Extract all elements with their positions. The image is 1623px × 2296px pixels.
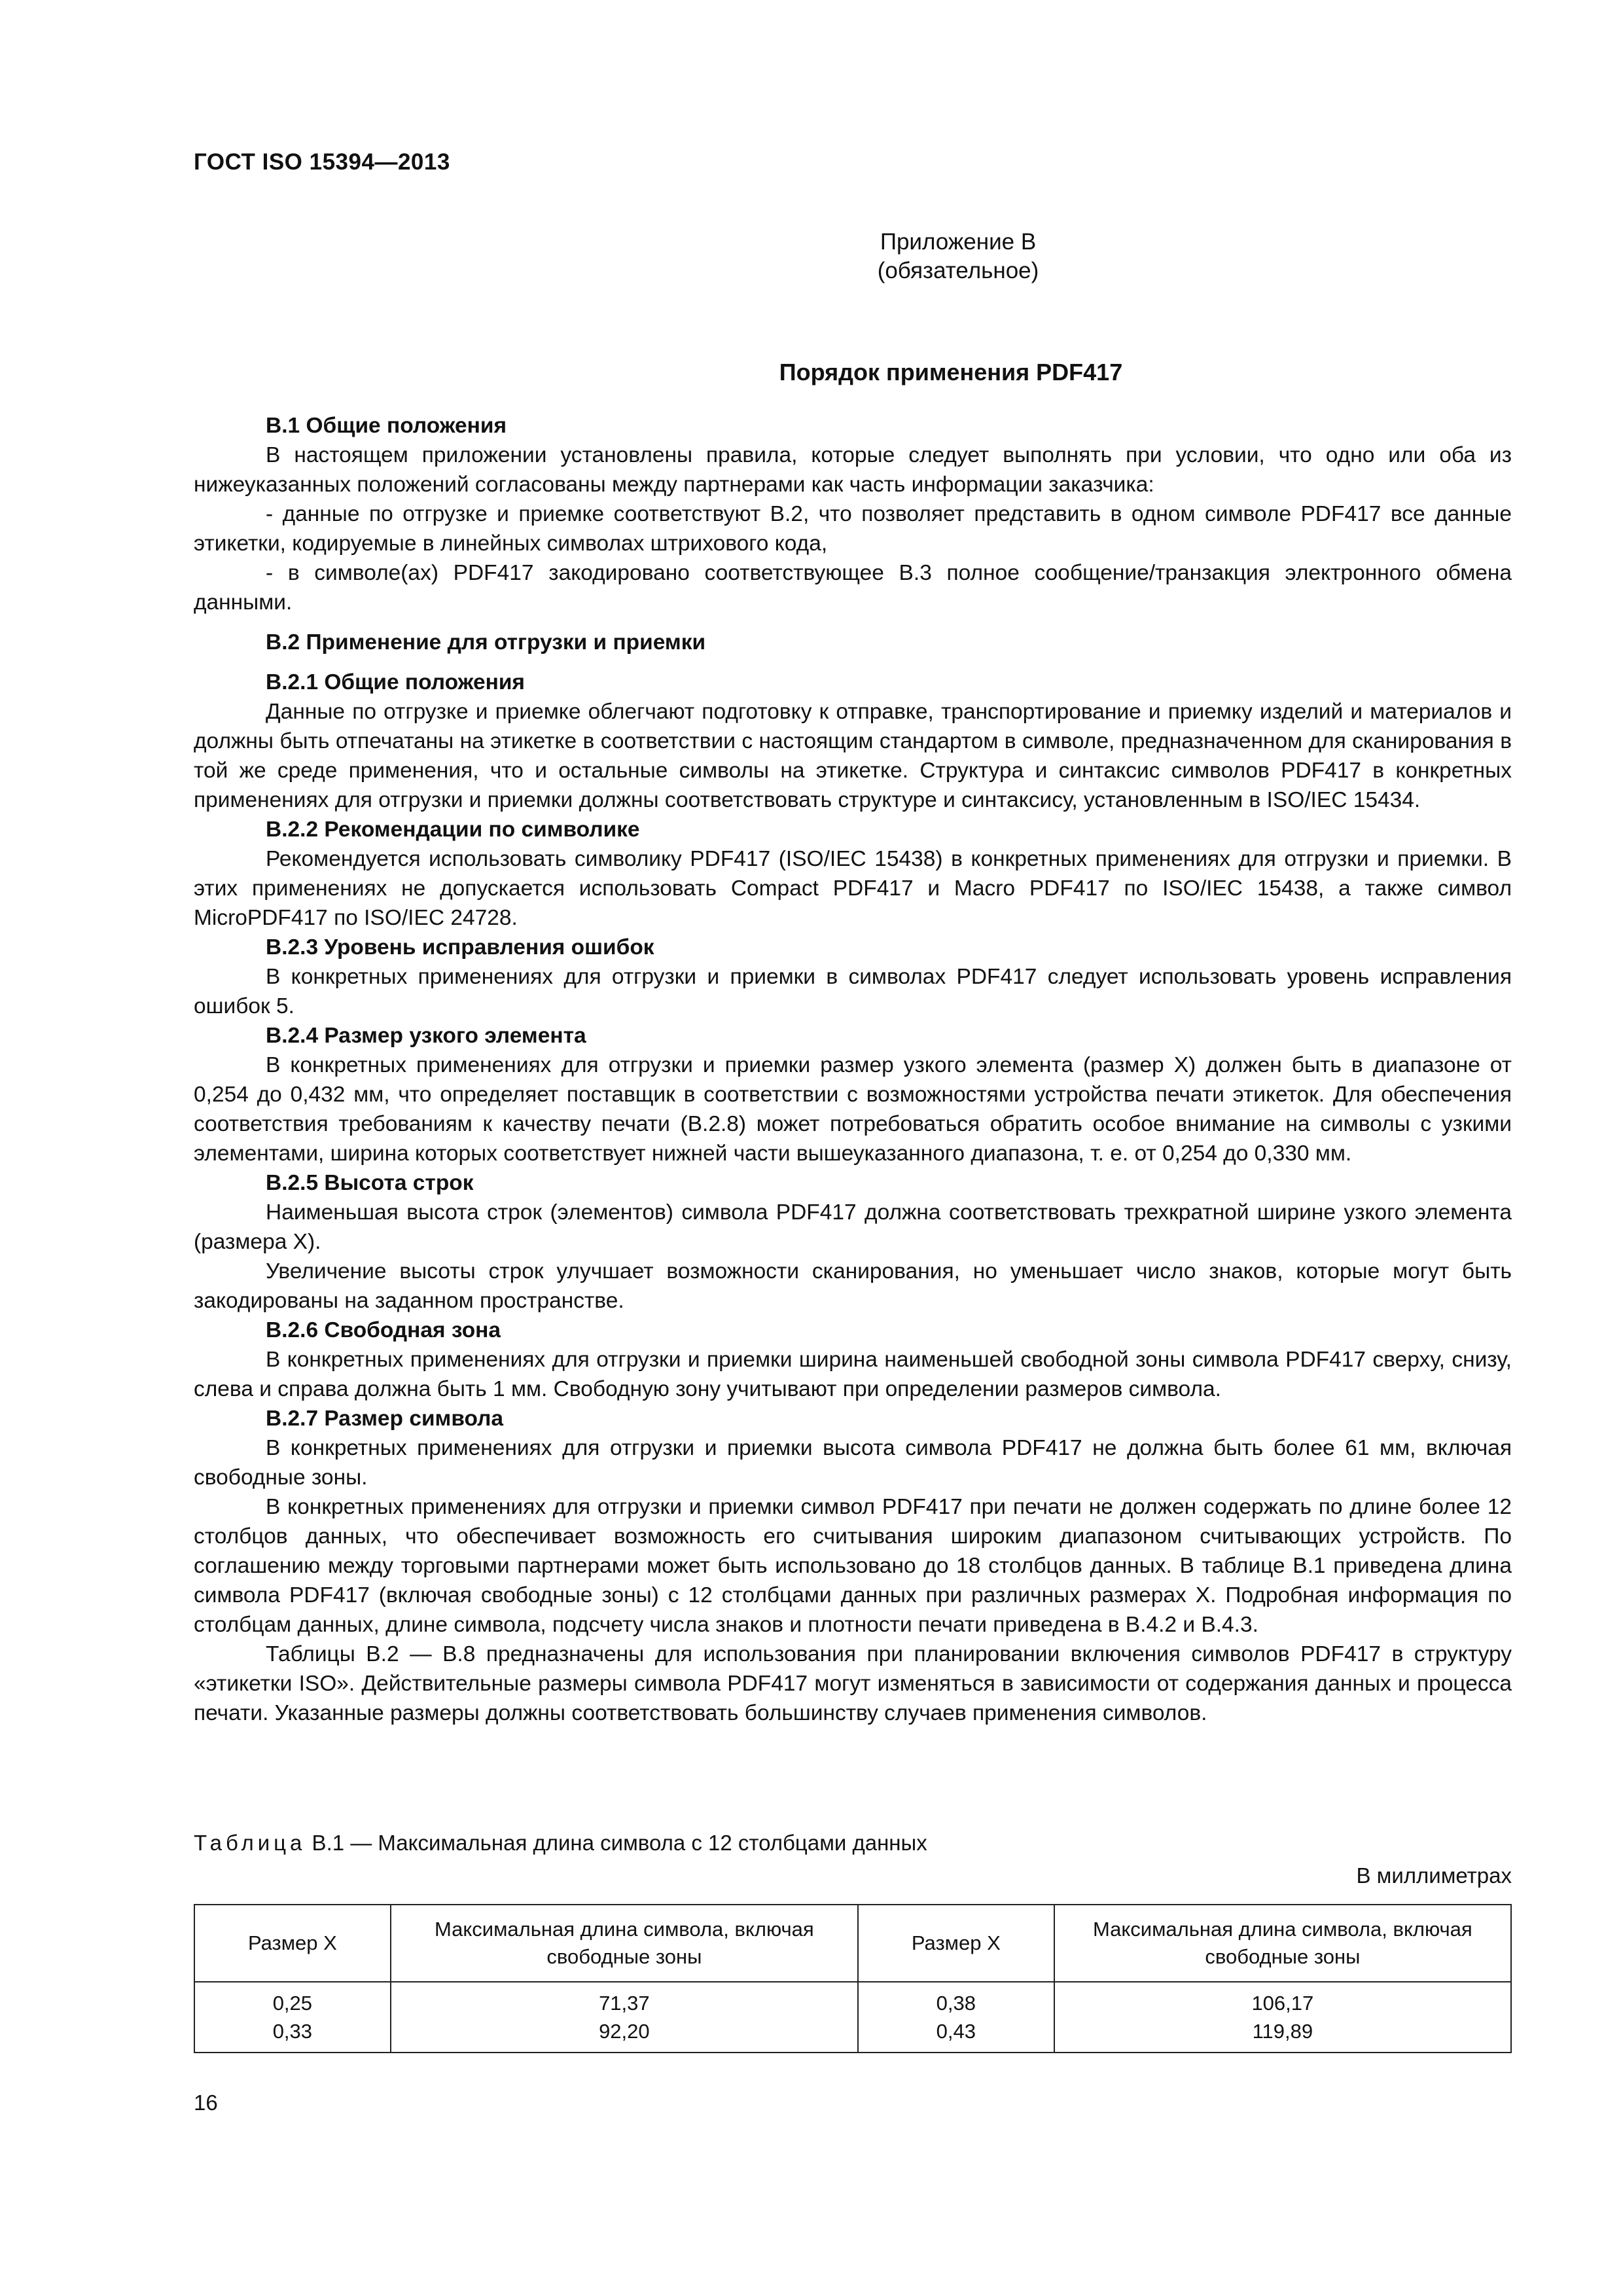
page-number: 16 bbox=[194, 2090, 218, 2115]
paragraph: В настоящем приложении установлены правила, которые следует выполнять при условии, что одно или оба из нижеуказанных положений согласованы между партнерами как часть информации заказчика: bbox=[194, 443, 1512, 497]
appendix-title bbox=[194, 359, 1512, 386]
cell-value: 0,33 bbox=[272, 2020, 313, 2043]
paragraph: Наименьшая высота строк (элементов) символа PDF417 должна соответствовать трехкратной ширине узкого элемента (размера X). bbox=[194, 1200, 1512, 1254]
document-body bbox=[194, 411, 1512, 1728]
appendix-label: Приложение B bbox=[880, 229, 1037, 255]
subsection-heading: B.2.6 Свободная зона bbox=[266, 1318, 501, 1342]
column-header: Максимальная длина символа, включая свободные зоны bbox=[391, 1905, 858, 1982]
table-cell bbox=[391, 1982, 858, 2053]
appendix-heading bbox=[194, 228, 1512, 285]
subsection-heading: B.2.2 Рекомендации по символике bbox=[266, 817, 640, 842]
table-caption-text: B.1 — Максимальная длина символа с 12 столбцами данных bbox=[306, 1831, 927, 1855]
cell-value: 0,25 bbox=[272, 1992, 313, 2015]
cell-value: 0,43 bbox=[936, 2020, 976, 2043]
cell-value: 92,20 bbox=[599, 2020, 650, 2043]
paragraph: - данные по отгрузке и приемке соответствуют B.2, что позволяет представить в одном символе PDF417 все данные этикетки, кодируемые в линейных символах штрихового кода, bbox=[194, 502, 1512, 556]
table-header-row bbox=[194, 1905, 1511, 1982]
paragraph: В конкретных применениях для отгрузки и приемки ширина наименьшей свободной зоны символа PDF417 сверху, снизу, слева и справа должна быть 1 мм. Свободную зону учитывают при определении размеров символа. bbox=[194, 1348, 1512, 1401]
column-header: Максимальная длина символа, включая свободные зоны bbox=[1054, 1905, 1511, 1982]
paragraph: Рекомендуется использовать символику PDF417 (ISO/IEC 15438) в конкретных применениях для отгрузки и приемки. В этих применениях не допускается использовать Compact PDF417 и Macro PDF417 по ISO/IEC 15438, а также символ MicroPDF417 по ISO/IEC 24728. bbox=[194, 847, 1512, 930]
table-caption bbox=[194, 1831, 927, 1856]
paragraph: В конкретных применениях для отгрузки и приемки в символах PDF417 следует использовать уровень исправления ошибок 5. bbox=[194, 965, 1512, 1018]
document-code: ГОСТ ISO 15394—2013 bbox=[194, 149, 450, 175]
table-row bbox=[194, 1982, 1511, 2053]
appendix-status: (обязательное) bbox=[877, 258, 1039, 283]
paragraph: Таблицы B.2 — B.8 предназначены для использования при планировании включения символов PDF417 в структуру «этикетки ISO». Действительные размеры символа PDF417 могут изменяться в зависимости от содержания данных и процесса печати. Указанные размеры должны соответствовать большинству случаев применения символов. bbox=[194, 1642, 1512, 1725]
section-heading: B.2 Применение для отгрузки и приемки bbox=[266, 630, 706, 655]
column-header: Размер X bbox=[858, 1905, 1054, 1982]
paragraph: - в символе(ах) PDF417 закодировано соответствующее B.3 полное сообщение/транзакция электронного обмена данными. bbox=[194, 561, 1512, 615]
cell-value: 71,37 bbox=[599, 1992, 650, 2015]
table-cell bbox=[1054, 1982, 1511, 2053]
section-heading: B.1 Общие положения bbox=[266, 414, 507, 438]
cell-value: 106,17 bbox=[1251, 1992, 1314, 2015]
subsection-heading: B.2.4 Размер узкого элемента bbox=[266, 1024, 586, 1048]
paragraph: В конкретных применениях для отгрузки и приемки символ PDF417 при печати не должен содержать по длине более 12 столбцов данных, что обеспечивает возможность его считывания широким диапазоном считывающих устройств. По соглашению между торговыми партнерами может быть использовано до 18 столбцов данных. В таблице B.1 приведена длина символа PDF417 (включая свободные зоны) с 12 столбцами данных при различных размерах X. Подробная информация по столбцам данных, длине символа, подсчету числа знаков и плотности печати приведена в B.4.2 и B.4.3. bbox=[194, 1495, 1512, 1637]
paragraph: В конкретных применениях для отгрузки и приемки высота символа PDF417 не должна быть более 61 мм, включая свободные зоны. bbox=[194, 1436, 1512, 1490]
subsection-heading: B.2.1 Общие положения bbox=[266, 670, 525, 694]
table-cell bbox=[858, 1982, 1054, 2053]
paragraph: Данные по отгрузке и приемке облегчают подготовку к отправке, транспортирование и приемку изделий и материалов и должны быть отпечатаны на этикетке в соответствии с настоящим стандартом в символе, предназначенном для сканирования в той же среде применения, что и остальные символы на этикетке. Структура и синтаксис символов PDF417 в конкретных применениях для отгрузки и приемки должны соответствовать структуре и синтаксису, установленным в ISO/IEC 15434. bbox=[194, 700, 1512, 812]
appendix-title-text: Порядок применения PDF417 bbox=[779, 359, 1123, 386]
subsection-heading: B.2.7 Размер символа bbox=[266, 1407, 504, 1431]
cell-value: 0,38 bbox=[936, 1992, 976, 2015]
paragraph: В конкретных применениях для отгрузки и приемки размер узкого элемента (размер X) должен быть в диапазоне от 0,254 до 0,432 мм, что определяет поставщик в соответствии с возможностями устройства печати этикеток. Для обеспечения соответствия требованиям к качеству печати (B.2.8) может потребоваться обратить особое внимание на символы с узкими элементами, ширина которых соответствует нижней части вышеуказанного диапазона, т. е. от 0,254 до 0,330 мм. bbox=[194, 1053, 1512, 1166]
subsection-heading: B.2.3 Уровень исправления ошибок bbox=[266, 935, 654, 960]
table-cell bbox=[194, 1982, 391, 2053]
cell-value: 119,89 bbox=[1252, 2020, 1313, 2043]
paragraph: Увеличение высоты строк улучшает возможности сканирования, но уменьшает число знаков, которые могут быть закодированы на заданном пространстве. bbox=[194, 1259, 1512, 1313]
table-caption-prefix: Таблица bbox=[194, 1831, 306, 1855]
table-units: В миллиметрах bbox=[1356, 1863, 1512, 1888]
symbol-length-table bbox=[194, 1904, 1512, 2053]
column-header: Размер X bbox=[194, 1905, 391, 1982]
subsection-heading: B.2.5 Высота строк bbox=[266, 1171, 474, 1195]
